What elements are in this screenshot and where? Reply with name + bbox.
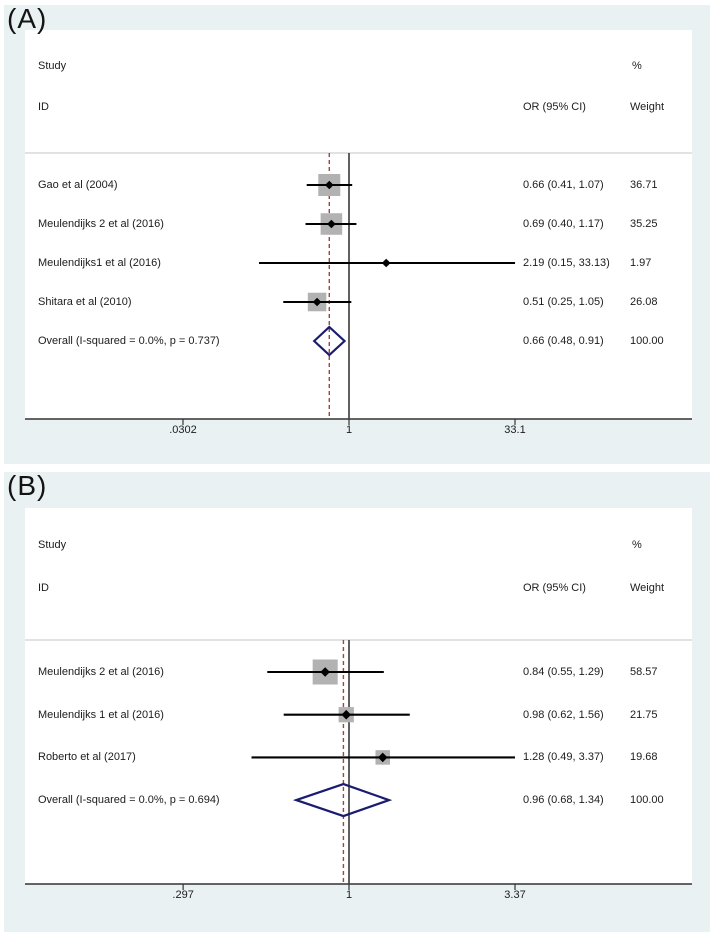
study-id-label: Meulendijks 2 et al (2016) <box>38 218 164 230</box>
x-axis-tick-label: .0302 <box>169 424 197 436</box>
panel-b-label: (B) <box>7 470 48 501</box>
column-header-weight: Weight <box>630 101 665 113</box>
study-id-label: Meulendijks 2 et al (2016) <box>38 666 164 678</box>
x-axis-tick-label: 3.37 <box>504 889 526 901</box>
forest-plot-canvas-b <box>4 472 710 932</box>
x-axis-tick-label: 33.1 <box>504 424 526 436</box>
or-ci-value: 0.51 (0.25, 1.05) <box>523 296 604 308</box>
study-id-label: Gao et al (2004) <box>38 179 118 191</box>
or-ci-value: 0.98 (0.62, 1.56) <box>523 708 604 721</box>
weight-value: 36.71 <box>630 179 658 191</box>
x-axis-tick-label: 1 <box>345 424 353 436</box>
x-axis-tick-label: .297 <box>172 889 194 901</box>
weight-value: 58.57 <box>630 666 658 678</box>
forest-plot-panel-a <box>4 5 710 464</box>
column-header-percent: % <box>632 539 642 551</box>
overall-label: Overall (I-squared = 0.0%, p = 0.737) <box>38 335 220 347</box>
overall-or-ci-value: 0.66 (0.48, 0.91) <box>523 335 604 347</box>
forest-plot-canvas-a <box>4 5 710 464</box>
weight-value: 19.68 <box>630 751 658 764</box>
weight-value: 35.25 <box>630 218 658 230</box>
weight-value: 21.75 <box>630 708 658 721</box>
study-id-label: Meulendijks1 et al (2016) <box>38 257 161 269</box>
or-ci-value: 1.28 (0.49, 3.37) <box>523 751 604 764</box>
or-ci-value: 2.19 (0.15, 33.13) <box>523 257 610 269</box>
overall-or-ci-value: 0.96 (0.68, 1.34) <box>523 794 604 807</box>
study-id-label: Shitara et al (2010) <box>38 296 132 308</box>
column-header-or-ci: OR (95% CI) <box>523 101 586 113</box>
weight-value: 1.97 <box>630 257 652 269</box>
weight-value: 26.08 <box>630 296 658 308</box>
column-header-percent: % <box>632 60 642 72</box>
column-header-study: Study <box>38 539 67 551</box>
overall-label: Overall (I-squared = 0.0%, p = 0.694) <box>38 794 220 807</box>
column-header-or-ci: OR (95% CI) <box>523 582 586 594</box>
panel-a-label: (A) <box>7 3 48 34</box>
or-ci-value: 0.84 (0.55, 1.29) <box>523 666 604 678</box>
overall-weight-value: 100.00 <box>630 335 664 347</box>
x-axis-tick-label: 1 <box>345 889 353 901</box>
column-header-study: Study <box>38 60 67 72</box>
study-id-label: Roberto et al (2017) <box>38 751 136 764</box>
or-ci-value: 0.69 (0.40, 1.17) <box>523 218 604 230</box>
column-header-id: ID <box>38 582 49 594</box>
column-header-id: ID <box>38 101 49 113</box>
column-header-weight: Weight <box>630 582 665 594</box>
study-id-label: Meulendijks 1 et al (2016) <box>38 708 164 721</box>
overall-weight-value: 100.00 <box>630 794 664 807</box>
forest-plot-panel-b <box>4 472 710 932</box>
or-ci-value: 0.66 (0.41, 1.07) <box>523 179 604 191</box>
plot-area <box>25 508 692 884</box>
